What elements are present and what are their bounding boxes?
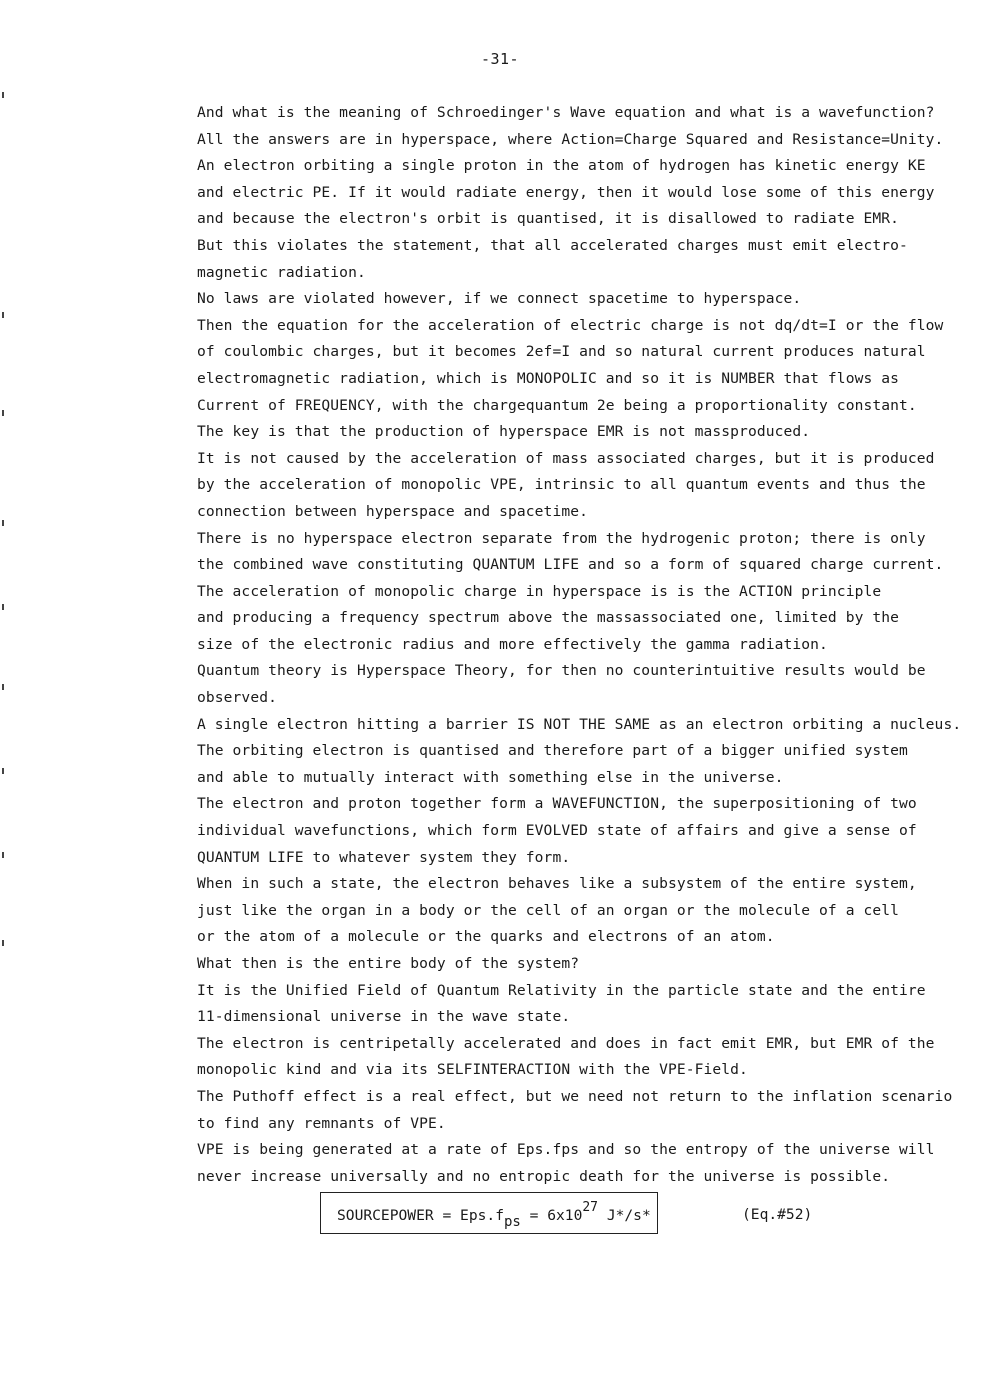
text-line: A single electron hitting a barrier IS NOT THE SAME as an electron orbiting a nucleus.	[197, 715, 962, 733]
margin-mark	[2, 852, 4, 858]
text-line: Then the equation for the acceleration of electric charge is not dq/dt=I or the flow	[197, 316, 944, 334]
text-line: 11-dimensional universe in the wave state.	[197, 1008, 571, 1026]
text-line: and producing a frequency spectrum above the massassociated one, limited by the	[197, 609, 900, 627]
equation-equals: = 6x10	[529, 1207, 583, 1224]
equation-subscript: ps	[503, 1214, 521, 1230]
text-line: The key is that the production of hyperspace EMR is not massproduced.	[197, 423, 811, 441]
margin-mark	[2, 410, 4, 416]
text-line: or the atom of a molecule or the quarks and electrons of an atom.	[197, 928, 775, 946]
text-line: connection between hyperspace and spacetime.	[197, 502, 588, 520]
text-line: and able to mutually interact with something else in the universe.	[197, 768, 784, 786]
text-line: and because the electron's orbit is quantised, it is disallowed to radiate EMR.	[197, 210, 900, 228]
text-line: It is the Unified Field of Quantum Relativity in the particle state and the entire	[197, 981, 926, 999]
text-line: No laws are violated however, if we connect spacetime to hyperspace.	[197, 290, 802, 308]
text-line: never increase universally and no entropic death for the universe is possible.	[197, 1167, 891, 1185]
text-line: The electron and proton together form a WAVEFUNCTION, the superpositioning of two	[197, 795, 917, 813]
equation-units: J*/s*	[606, 1207, 651, 1224]
equation-number: (Eq.#52)	[742, 1206, 813, 1223]
text-line: The acceleration of monopolic charge in hyperspace is is the ACTION principle	[197, 582, 882, 600]
equation-exponent: 27	[582, 1200, 599, 1215]
text-line: the combined wave constituting QUANTUM LIFE and so a form of squared charge current.	[197, 556, 944, 574]
margin-mark	[2, 520, 4, 526]
text-line: QUANTUM LIFE to whatever system they form.	[197, 848, 571, 866]
text-line: and electric PE. If it would radiate energy, then it would lose some of this energy	[197, 183, 935, 201]
text-line: What then is the entire body of the system?	[197, 955, 580, 972]
text-line: electromagnetic radiation, which is MONOPOLIC and so it is NUMBER that flows as	[197, 369, 900, 387]
text-line: The Puthoff effect is a real effect, but we need not return to the inflation scenario	[197, 1087, 953, 1105]
text-line: of coulombic charges, but it becomes 2ef=I and so natural current produces natural	[197, 343, 926, 361]
text-line: by the acceleration of monopolic VPE, intrinsic to all quantum events and thus the	[197, 476, 926, 494]
margin-mark	[2, 768, 4, 774]
text-line: But this violates the statement, that all accelerated charges must emit electro-	[197, 236, 908, 254]
text-line: The electron is centripetally accelerated and does in fact emit EMR, but EMR of the	[197, 1034, 935, 1052]
text-line: Quantum theory is Hyperspace Theory, for then no counterintuitive results would be	[197, 662, 926, 680]
margin-mark	[2, 312, 4, 318]
text-line: magnetic radiation.	[197, 263, 366, 281]
text-line: monopolic kind and via its SELFINTERACTION with the VPE-Field.	[197, 1061, 748, 1079]
text-line: It is not caused by the acceleration of mass associated charges, but it is produced	[197, 449, 935, 467]
text-line: Current of FREQUENCY, with the chargequantum 2e being a proportionality constant.	[197, 396, 917, 414]
text-line: observed.	[197, 689, 277, 707]
equation-lhs: SOURCEPOWER	[337, 1207, 434, 1224]
body-text	[197, 100, 962, 1190]
equation-operator: =	[442, 1207, 452, 1224]
text-line: size of the electronic radius and more effectively the gamma radiation.	[197, 635, 828, 653]
text-line: individual wavefunctions, which form EVOLVED state of affairs and give a sense of	[197, 822, 917, 840]
margin-mark	[2, 92, 4, 98]
page-number: -31-	[480, 50, 520, 68]
text-line: just like the organ in a body or the cell of an organ or the molecule of a cell	[197, 901, 900, 919]
text-line: The orbiting electron is quantised and therefore part of a bigger unified system	[197, 742, 908, 760]
text-line: And what is the meaning of Schroedinger's Wave equation and what is a wavefunction?	[197, 104, 935, 121]
equation-text	[337, 1200, 651, 1230]
equation-row	[320, 1192, 880, 1238]
text-line: An electron orbiting a single proton in the atom of hydrogen has kinetic energy KE	[197, 157, 926, 175]
margin-mark	[2, 684, 4, 690]
text-line: There is no hyperspace electron separate from the hydrogenic proton; there is only	[197, 529, 926, 547]
margin-mark	[2, 940, 4, 946]
text-line: to find any remnants of VPE.	[197, 1114, 446, 1132]
equation-box	[320, 1192, 658, 1234]
text-line: When in such a state, the electron behaves like a subsystem of the entire system,	[197, 875, 917, 893]
text-line: All the answers are in hyperspace, where Action=Charge Squared and Resistance=Unity.	[197, 130, 944, 148]
equation-term: Eps.f	[460, 1207, 504, 1224]
text-line: VPE is being generated at a rate of Eps.fps and so the entropy of the universe will	[197, 1141, 935, 1159]
margin-mark	[2, 604, 4, 610]
